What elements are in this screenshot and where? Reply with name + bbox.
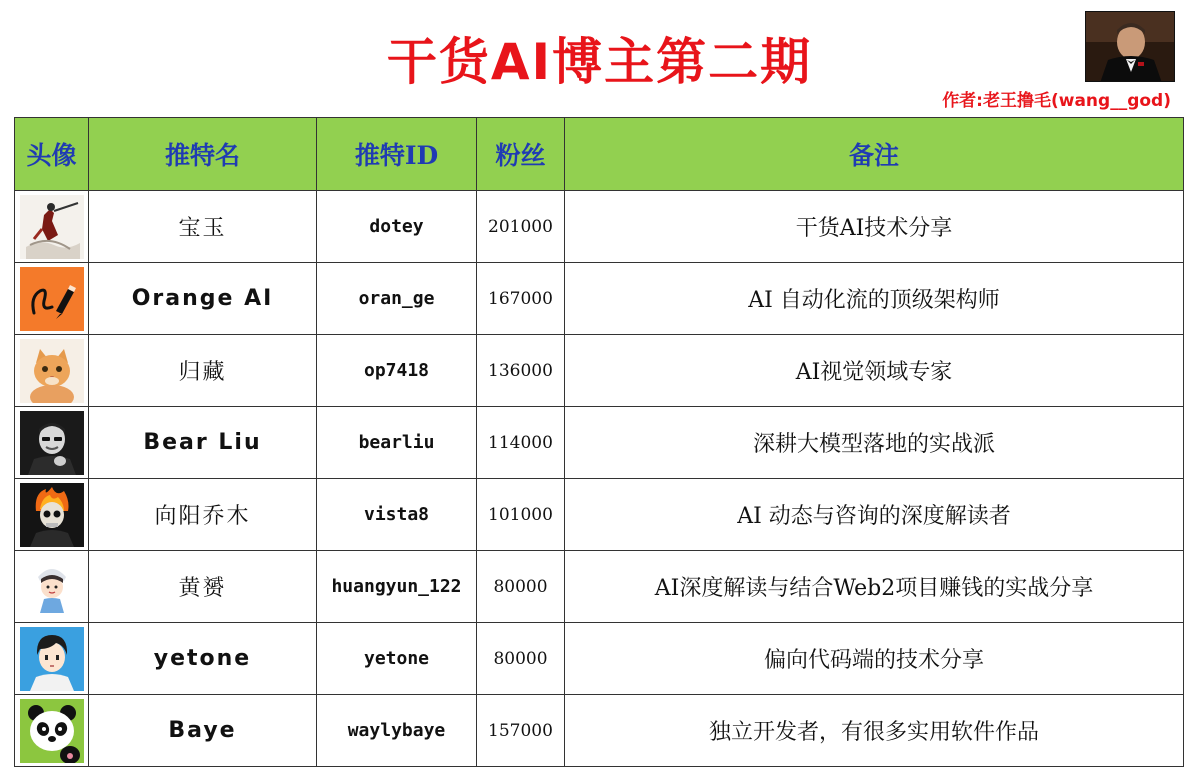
author-photo (1085, 11, 1175, 82)
twitter-name: Baye (89, 695, 317, 767)
table-row (15, 191, 1184, 263)
table-row (15, 479, 1184, 551)
twitter-id: huangyun_122 (317, 551, 477, 623)
blogger-table (14, 117, 1184, 767)
twitter-name: yetone (89, 623, 317, 695)
avatar-cell (15, 407, 89, 479)
avatar-cell (15, 479, 89, 551)
avatar-cell (15, 191, 89, 263)
note: AI 自动化流的顶级架构师 (565, 263, 1184, 335)
table-row (15, 695, 1184, 767)
page-title: 干货AI博主第二期 (386, 33, 813, 91)
cartoon-child-icon (20, 555, 84, 619)
note: 深耕大模型落地的实战派 (565, 407, 1184, 479)
table-row (15, 551, 1184, 623)
follower-count: 167000 (477, 263, 565, 335)
orange-pen-logo-icon (20, 267, 84, 331)
table-row (15, 623, 1184, 695)
avatar-cell (15, 335, 89, 407)
follower-count: 157000 (477, 695, 565, 767)
header-twitter-id: 推特ID (317, 118, 477, 191)
author-portrait-icon (1086, 12, 1175, 82)
note: AI深度解读与结合Web2项目赚钱的实战分享 (565, 551, 1184, 623)
twitter-id: op7418 (317, 335, 477, 407)
avatar-cell (15, 551, 89, 623)
follower-count: 80000 (477, 551, 565, 623)
follower-count: 136000 (477, 335, 565, 407)
avatar-cell (15, 623, 89, 695)
twitter-name: 向阳乔木 (89, 479, 317, 551)
orange-cat-icon (20, 339, 84, 403)
follower-count: 114000 (477, 407, 565, 479)
twitter-name: 宝玉 (89, 191, 317, 263)
flaming-skull-icon (20, 483, 84, 547)
twitter-name: 归藏 (89, 335, 317, 407)
note: AI 动态与咨询的深度解读者 (565, 479, 1184, 551)
table-row (15, 263, 1184, 335)
twitter-name: Bear Liu (89, 407, 317, 479)
table-row (15, 335, 1184, 407)
note: 偏向代码端的技术分享 (565, 623, 1184, 695)
twitter-id: oran_ge (317, 263, 477, 335)
twitter-id: waylybaye (317, 695, 477, 767)
author-credit: 作者:老王撸毛(wang__god) (942, 91, 1171, 111)
follower-count: 201000 (477, 191, 565, 263)
ink-painting-warrior-icon (20, 195, 84, 259)
avatar-cell (15, 263, 89, 335)
avatar-cell (15, 695, 89, 767)
twitter-name: Orange AI (89, 263, 317, 335)
twitter-id: dotey (317, 191, 477, 263)
anime-boy-icon (20, 627, 84, 691)
twitter-id: yetone (317, 623, 477, 695)
twitter-id: bearliu (317, 407, 477, 479)
header-followers: 粉丝 (477, 118, 565, 191)
panda-icon (20, 699, 84, 763)
follower-count: 101000 (477, 479, 565, 551)
table-row (15, 407, 1184, 479)
follower-count: 80000 (477, 623, 565, 695)
table-header-row (15, 118, 1184, 191)
note: AI视觉领域专家 (565, 335, 1184, 407)
note: 独立开发者，有很多实用软件作品 (565, 695, 1184, 767)
note: 干货AI技术分享 (565, 191, 1184, 263)
man-portrait-icon (20, 411, 84, 475)
header-notes: 备注 (565, 118, 1184, 191)
header-twitter-name: 推特名 (89, 118, 317, 191)
twitter-name: 黄赟 (89, 551, 317, 623)
twitter-id: vista8 (317, 479, 477, 551)
header-avatar: 头像 (15, 118, 89, 191)
